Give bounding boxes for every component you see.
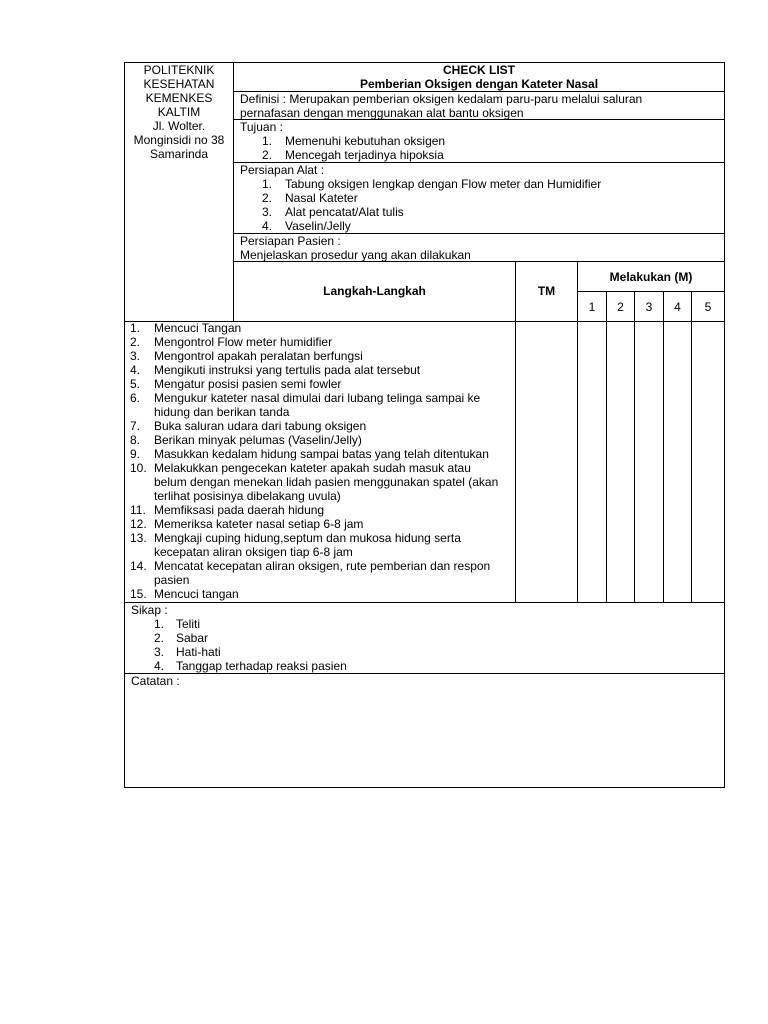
institution-line: POLITEKNIK <box>143 63 215 77</box>
step-number: 5. <box>130 377 141 391</box>
step-text: Mencuci tangan <box>154 587 239 601</box>
step-text: Mengontrol Flow meter humidifier <box>154 335 333 349</box>
step-text: Masukkan kedalam hidung sampai batas yang telah ditentukan <box>154 447 489 461</box>
alat-item: Alat pencatat/Alat tulis <box>285 205 404 219</box>
institution-line: KEMENKES <box>145 91 213 105</box>
step-text: Memeriksa kateter nasal setiap 6-8 jam <box>154 517 364 531</box>
step-text: Mengukur kateter nasal dimulai dari lubang telinga sampai ke <box>154 391 481 405</box>
step-number: 9. <box>130 447 141 461</box>
alat-item: Tabung oksigen lengkap dengan Flow meter dan Humidifier <box>285 177 602 191</box>
catatan-label: Catatan : <box>131 674 180 688</box>
step-number: 2. <box>130 335 141 349</box>
alat-item-num: 2. <box>262 191 273 205</box>
definisi-text: pernafasan dengan menggunakan alat bantu oksigen <box>240 106 524 120</box>
step-text: hidung dan berikan tanda <box>154 405 290 419</box>
sikap-item-num: 3. <box>154 645 165 659</box>
step-text: pasien <box>154 573 190 587</box>
step-number: 1. <box>130 321 141 335</box>
tujuan-item: Memenuhi kebutuhan oksigen <box>285 134 446 148</box>
tujuan-item-num: 1. <box>262 134 273 148</box>
sikap-item-num: 1. <box>154 617 165 631</box>
persiapan-pasien-label: Persiapan Pasien : <box>240 234 341 248</box>
step-number: 3. <box>130 349 141 363</box>
step-text: Mencuci Tangan <box>154 321 242 335</box>
alat-item-num: 1. <box>262 177 273 191</box>
checklist-title: CHECK LIST <box>443 63 515 77</box>
institution-line: Monginsidi no 38 <box>133 133 225 147</box>
step-number: 6. <box>130 391 141 405</box>
steps-header: Langkah-Langkah <box>323 284 426 298</box>
institution-line: KESEHATAN <box>143 77 215 91</box>
tujuan-label: Tujuan : <box>240 120 283 134</box>
step-number: 12. <box>130 517 147 531</box>
score-header: 1 <box>588 300 596 314</box>
score-header: 2 <box>617 300 624 314</box>
persiapan-pasien-text: Menjelaskan prosedur yang akan dilakukan <box>240 248 471 262</box>
alat-item-num: 4. <box>262 219 273 233</box>
step-number: 11. <box>130 503 146 517</box>
step-text: Mengikuti instruksi yang tertulis pada alat tersebut <box>154 363 421 377</box>
step-text: Mencatat kecepatan aliran oksigen, rute pemberian dan respon <box>154 559 491 573</box>
step-number: 10. <box>130 461 147 475</box>
sikap-item: Teliti <box>176 617 201 631</box>
step-text: Mengatur posisi pasien semi fowler <box>154 377 342 391</box>
checklist-document <box>124 62 725 788</box>
tujuan-item: Mencegah terjadinya hipoksia <box>285 148 444 162</box>
melakukan-header: Melakukan (M) <box>609 270 693 284</box>
step-text: belum dengan menekan lidah pasien menggunakan spatel (akan <box>154 475 499 489</box>
score-header: 5 <box>704 300 712 314</box>
checklist-subtitle: Pemberian Oksigen dengan Kateter Nasal <box>359 77 599 91</box>
institution-block <box>125 63 233 161</box>
step-text: Buka saluran udara dari tabung oksigen <box>154 419 367 433</box>
sikap-item: Tanggap terhadap reaksi pasien <box>176 659 347 673</box>
sikap-label: Sikap : <box>131 603 168 617</box>
sikap-item-num: 2. <box>154 631 165 645</box>
alat-item: Nasal Kateter <box>285 191 358 205</box>
sikap-item: Hati-hati <box>176 645 221 659</box>
step-text: Memfiksasi pada daerah hidung <box>154 503 325 517</box>
persiapan-alat-label: Persiapan Alat : <box>240 163 325 177</box>
sikap-item-num: 4. <box>154 659 165 673</box>
tujuan-item-num: 2. <box>262 148 273 162</box>
tm-header: TM <box>537 284 556 298</box>
alat-item-num: 3. <box>262 205 273 219</box>
institution-line: Samarinda <box>149 147 209 161</box>
step-text: Mengontrol apakah peralatan berfungsi <box>154 349 363 363</box>
step-number: 14. <box>130 559 147 573</box>
score-header: 4 <box>674 300 681 314</box>
step-text: Berikan minyak pelumas (Vaselin/Jelly) <box>154 433 362 447</box>
definisi-text: Definisi : Merupakan pemberian oksigen kedalam paru-paru melalui saluran <box>240 92 643 106</box>
institution-line: KALTIM <box>157 105 201 119</box>
step-number: 8. <box>130 433 141 447</box>
score-header: 3 <box>645 300 653 314</box>
step-number: 7. <box>130 419 141 433</box>
step-text: Mengkaji cuping hidung,septum dan mukosa hidung serta <box>154 531 461 545</box>
step-text: Melakukkan pengecekan kateter apakah sudah masuk atau <box>154 461 471 475</box>
institution-line: Jl. Wolter. <box>152 119 206 133</box>
step-number: 4. <box>130 363 141 377</box>
step-number: 15. <box>130 587 147 601</box>
step-text: terlihat posisinya dibelakang uvula) <box>154 489 341 503</box>
step-text: kecepatan aliran oksigen tiap 6-8 jam <box>154 545 353 559</box>
step-number: 13. <box>130 531 147 545</box>
sikap-item: Sabar <box>176 631 209 645</box>
alat-item: Vaselin/Jelly <box>285 219 351 233</box>
